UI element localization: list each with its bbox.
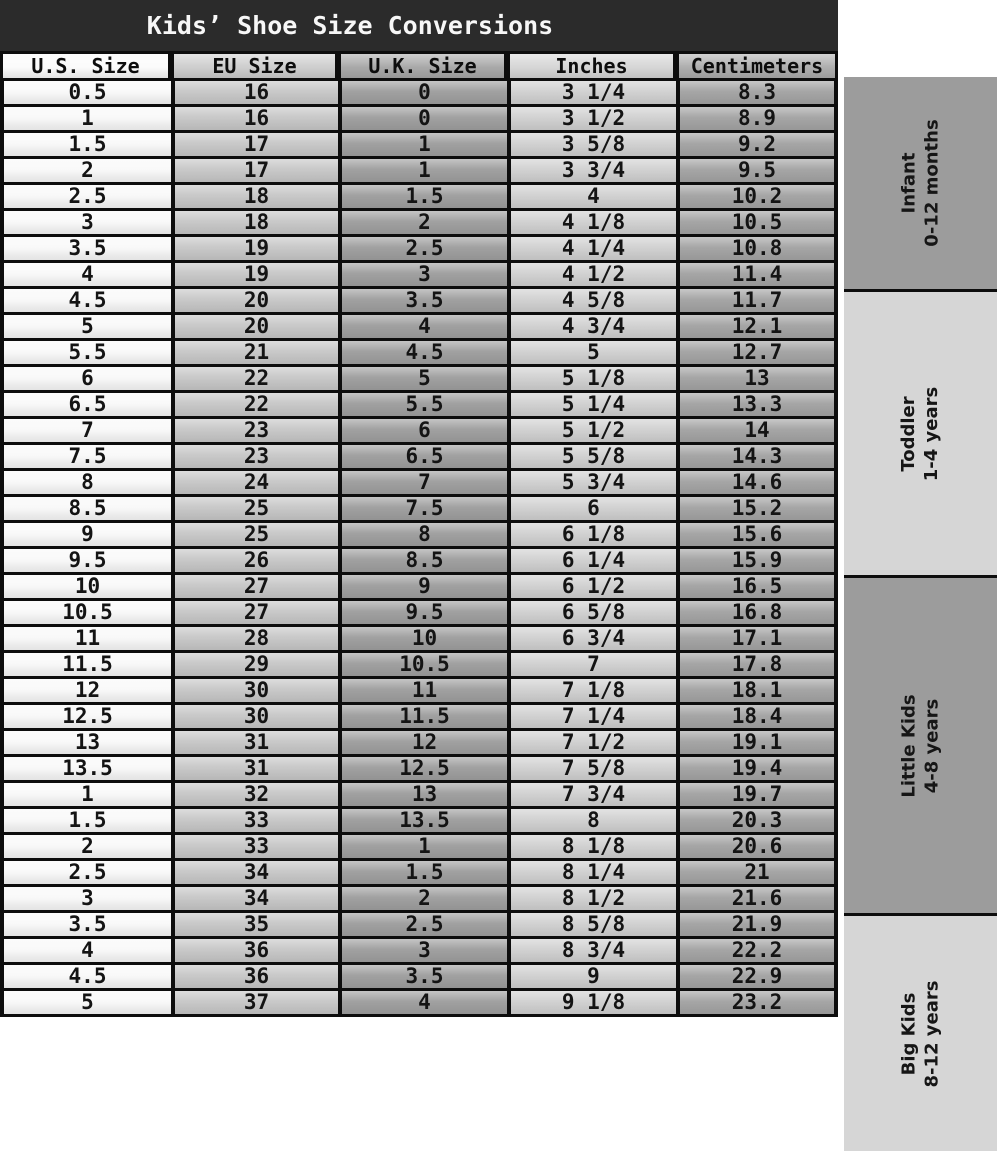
table-cell: 3 3/4: [507, 159, 676, 185]
table-cell: 18.4: [676, 705, 838, 731]
table-cell: 14: [676, 419, 838, 445]
table-row: [0, 887, 838, 913]
table-cell: 10.5: [0, 601, 171, 627]
table-cell: 23.2: [676, 991, 838, 1017]
table-cell: 1: [338, 133, 507, 159]
table-cell: 4.5: [0, 965, 171, 991]
table-cell: 4 1/2: [507, 263, 676, 289]
table-cell: 1: [0, 107, 171, 133]
table-cell: 29: [171, 653, 338, 679]
table-cell: 20: [171, 289, 338, 315]
table-row: [0, 679, 838, 705]
table-cell: 11.4: [676, 263, 838, 289]
table-cell: 2: [0, 159, 171, 185]
table-cell: 7 3/4: [507, 783, 676, 809]
table-row: [0, 289, 838, 315]
table-cell: 3: [338, 263, 507, 289]
table-cell: 6 1/2: [507, 575, 676, 601]
table-cell: 18.1: [676, 679, 838, 705]
table-cell: 4: [0, 263, 171, 289]
table-cell: 21: [171, 341, 338, 367]
column-header: EU Size: [171, 51, 338, 81]
table-row: [0, 757, 838, 783]
table-cell: 3: [0, 887, 171, 913]
table-row: [0, 497, 838, 523]
table-row: [0, 367, 838, 393]
table-cell: 12: [338, 731, 507, 757]
table-cell: 8.5: [338, 549, 507, 575]
table-cell: 4.5: [338, 341, 507, 367]
table-cell: 34: [171, 861, 338, 887]
table-cell: 1: [0, 783, 171, 809]
table-cell: 20.6: [676, 835, 838, 861]
table-cell: 6 5/8: [507, 601, 676, 627]
table-cell: 13: [338, 783, 507, 809]
table-cell: 6 1/4: [507, 549, 676, 575]
table-cell: 10: [338, 627, 507, 653]
table-cell: 20.3: [676, 809, 838, 835]
table-cell: 22: [171, 367, 338, 393]
table-cell: 6 1/8: [507, 523, 676, 549]
table-cell: 19.7: [676, 783, 838, 809]
table-cell: 6.5: [0, 393, 171, 419]
table-row: [0, 185, 838, 211]
table-cell: 7 5/8: [507, 757, 676, 783]
table-cell: 8 1/8: [507, 835, 676, 861]
table-cell: 27: [171, 601, 338, 627]
table-row: [0, 939, 838, 965]
age-group-block: [844, 575, 997, 913]
table-cell: 12: [0, 679, 171, 705]
table-cell: 17.1: [676, 627, 838, 653]
table-cell: 3: [338, 939, 507, 965]
table-cell: 27: [171, 575, 338, 601]
table-cell: 28: [171, 627, 338, 653]
table-row: [0, 341, 838, 367]
table-cell: 8 1/2: [507, 887, 676, 913]
table-cell: 34: [171, 887, 338, 913]
age-group-range: 8-12 years: [921, 980, 943, 1087]
table-row: [0, 263, 838, 289]
table-cell: 19.1: [676, 731, 838, 757]
table-cell: 5 3/4: [507, 471, 676, 497]
table-row: [0, 549, 838, 575]
age-group-range: 4-8 years: [921, 698, 943, 793]
table-cell: 5: [338, 367, 507, 393]
table-row: [0, 861, 838, 887]
table-cell: 4 1/4: [507, 237, 676, 263]
table-row: [0, 783, 838, 809]
table-row: [0, 705, 838, 731]
column-header: U.K. Size: [338, 51, 507, 81]
table-cell: 3: [0, 211, 171, 237]
table-row: [0, 627, 838, 653]
table-cell: 6: [507, 497, 676, 523]
table-cell: 22: [171, 393, 338, 419]
table-cell: 17.8: [676, 653, 838, 679]
table-cell: 11: [338, 679, 507, 705]
table-cell: 33: [171, 809, 338, 835]
table-cell: 4 5/8: [507, 289, 676, 315]
table-cell: 5.5: [0, 341, 171, 367]
table-row: [0, 653, 838, 679]
table-cell: 15.6: [676, 523, 838, 549]
table-cell: 0: [338, 107, 507, 133]
table-cell: 10: [0, 575, 171, 601]
age-group-label: Infant: [898, 152, 920, 214]
table-cell: 3.5: [338, 289, 507, 315]
table-cell: 19: [171, 237, 338, 263]
table-cell: 4: [0, 939, 171, 965]
age-group-sidebar: [841, 77, 1000, 1087]
table-cell: 4 3/4: [507, 315, 676, 341]
table-cell: 21: [676, 861, 838, 887]
table-cell: 24: [171, 471, 338, 497]
table-row: [0, 107, 838, 133]
table-cell: 2.5: [338, 913, 507, 939]
table-cell: 8: [338, 523, 507, 549]
age-group-range: 0-12 months: [921, 119, 943, 247]
table-cell: 4: [338, 315, 507, 341]
age-group-range: 1-4 years: [921, 386, 943, 481]
table-cell: 11.5: [0, 653, 171, 679]
table-cell: 6: [338, 419, 507, 445]
table-cell: 7 1/8: [507, 679, 676, 705]
table-cell: 7: [338, 471, 507, 497]
table-row: [0, 523, 838, 549]
age-group-block: [844, 913, 997, 1151]
table-cell: 3 1/2: [507, 107, 676, 133]
table-cell: 10.5: [676, 211, 838, 237]
table-cell: 5 5/8: [507, 445, 676, 471]
table-cell: 17: [171, 133, 338, 159]
table-cell: 31: [171, 731, 338, 757]
table-cell: 8.5: [0, 497, 171, 523]
table-cell: 8 3/4: [507, 939, 676, 965]
age-group-label: Big Kids: [898, 992, 920, 1075]
table-cell: 14.3: [676, 445, 838, 471]
table-cell: 36: [171, 939, 338, 965]
table-cell: 17: [171, 159, 338, 185]
table-cell: 7.5: [338, 497, 507, 523]
page-title: Kids’ Shoe Size Conversions: [146, 11, 554, 40]
column-header: Inches: [507, 51, 676, 81]
table-row: [0, 211, 838, 237]
table-cell: 37: [171, 991, 338, 1017]
table-cell: 5.5: [338, 393, 507, 419]
table-cell: 2: [338, 887, 507, 913]
age-group-label: Toddler: [898, 395, 920, 472]
table-cell: 30: [171, 705, 338, 731]
table-cell: 9: [338, 575, 507, 601]
table-cell: 5: [0, 991, 171, 1017]
table-cell: 16.8: [676, 601, 838, 627]
table-row: [0, 965, 838, 991]
table-row: [0, 991, 838, 1017]
table-cell: 3.5: [0, 237, 171, 263]
table-cell: 32: [171, 783, 338, 809]
table-cell: 14.6: [676, 471, 838, 497]
table-cell: 13.3: [676, 393, 838, 419]
table-cell: 8.9: [676, 107, 838, 133]
table-cell: 18: [171, 211, 338, 237]
table-header-row: [0, 51, 838, 81]
table-cell: 7: [0, 419, 171, 445]
table-row: [0, 419, 838, 445]
table-cell: 19.4: [676, 757, 838, 783]
table-row: [0, 445, 838, 471]
table-cell: 9.5: [676, 159, 838, 185]
table-cell: 6: [0, 367, 171, 393]
table-cell: 21.9: [676, 913, 838, 939]
table-cell: 16: [171, 81, 338, 107]
table-row: [0, 133, 838, 159]
table-cell: 1.5: [338, 861, 507, 887]
table-cell: 22.9: [676, 965, 838, 991]
table-cell: 2.5: [0, 185, 171, 211]
table-cell: 3.5: [338, 965, 507, 991]
table-cell: 7 1/2: [507, 731, 676, 757]
table-cell: 12.5: [0, 705, 171, 731]
table-cell: 0: [338, 81, 507, 107]
table-cell: 9: [507, 965, 676, 991]
table-row: [0, 731, 838, 757]
table-cell: 6 3/4: [507, 627, 676, 653]
table-cell: 10.5: [338, 653, 507, 679]
table-cell: 5 1/4: [507, 393, 676, 419]
table-row: [0, 315, 838, 341]
table-cell: 26: [171, 549, 338, 575]
table-cell: 7.5: [0, 445, 171, 471]
table-cell: 10.2: [676, 185, 838, 211]
table-row: [0, 81, 838, 107]
table-cell: 11: [0, 627, 171, 653]
table-cell: 1: [338, 835, 507, 861]
table-cell: 36: [171, 965, 338, 991]
table-cell: 2.5: [0, 861, 171, 887]
table-cell: 4 1/8: [507, 211, 676, 237]
table-row: [0, 835, 838, 861]
table-cell: 9 1/8: [507, 991, 676, 1017]
table-cell: 22.2: [676, 939, 838, 965]
table-cell: 8: [507, 809, 676, 835]
table-cell: 0.5: [0, 81, 171, 107]
table-cell: 8.3: [676, 81, 838, 107]
table-cell: 30: [171, 679, 338, 705]
table-cell: 23: [171, 445, 338, 471]
table-cell: 23: [171, 419, 338, 445]
table-cell: 33: [171, 835, 338, 861]
table-cell: 7: [507, 653, 676, 679]
table-cell: 31: [171, 757, 338, 783]
table-cell: 16.5: [676, 575, 838, 601]
table-cell: 7 1/4: [507, 705, 676, 731]
table-cell: 11.5: [338, 705, 507, 731]
table-row: [0, 393, 838, 419]
table-cell: 35: [171, 913, 338, 939]
table-cell: 6.5: [338, 445, 507, 471]
table-cell: 15.9: [676, 549, 838, 575]
table-cell: 5: [507, 341, 676, 367]
column-header: U.S. Size: [0, 51, 171, 81]
table-cell: 12.7: [676, 341, 838, 367]
table-cell: 9.5: [338, 601, 507, 627]
table-row: [0, 809, 838, 835]
table-cell: 2: [0, 835, 171, 861]
table-cell: 16: [171, 107, 338, 133]
table-cell: 20: [171, 315, 338, 341]
table-cell: 11.7: [676, 289, 838, 315]
table-cell: 19: [171, 263, 338, 289]
table-row: [0, 575, 838, 601]
table-row: [0, 159, 838, 185]
table-cell: 25: [171, 523, 338, 549]
table-cell: 9.2: [676, 133, 838, 159]
table-cell: 18: [171, 185, 338, 211]
table-cell: 5 1/2: [507, 419, 676, 445]
table-cell: 13.5: [0, 757, 171, 783]
table-cell: 4: [338, 991, 507, 1017]
table-cell: 5 1/8: [507, 367, 676, 393]
table-cell: 1.5: [338, 185, 507, 211]
table-cell: 4: [507, 185, 676, 211]
table-cell: 12.1: [676, 315, 838, 341]
table-cell: 5: [0, 315, 171, 341]
table-cell: 4.5: [0, 289, 171, 315]
table-cell: 3 5/8: [507, 133, 676, 159]
table-row: [0, 601, 838, 627]
table-cell: 13: [0, 731, 171, 757]
column-header: Centimeters: [676, 51, 838, 81]
table-cell: 8 1/4: [507, 861, 676, 887]
table-cell: 3 1/4: [507, 81, 676, 107]
table-cell: 21.6: [676, 887, 838, 913]
table-cell: 25: [171, 497, 338, 523]
table-cell: 10.8: [676, 237, 838, 263]
table-cell: 8: [0, 471, 171, 497]
table-cell: 1: [338, 159, 507, 185]
table-cell: 13: [676, 367, 838, 393]
table-cell: 1.5: [0, 133, 171, 159]
age-group-block: [844, 289, 997, 575]
table-row: [0, 237, 838, 263]
table-cell: 1.5: [0, 809, 171, 835]
table-cell: 3.5: [0, 913, 171, 939]
table-cell: 2: [338, 211, 507, 237]
table-cell: 9.5: [0, 549, 171, 575]
table-body: [0, 81, 838, 1017]
table-cell: 2.5: [338, 237, 507, 263]
table-cell: 13.5: [338, 809, 507, 835]
table-row: [0, 471, 838, 497]
age-group-label: Little Kids: [898, 693, 920, 798]
table-cell: 15.2: [676, 497, 838, 523]
table-cell: 12.5: [338, 757, 507, 783]
table-cell: 9: [0, 523, 171, 549]
table-row: [0, 913, 838, 939]
age-group-block: [844, 77, 997, 289]
table-cell: 8 5/8: [507, 913, 676, 939]
